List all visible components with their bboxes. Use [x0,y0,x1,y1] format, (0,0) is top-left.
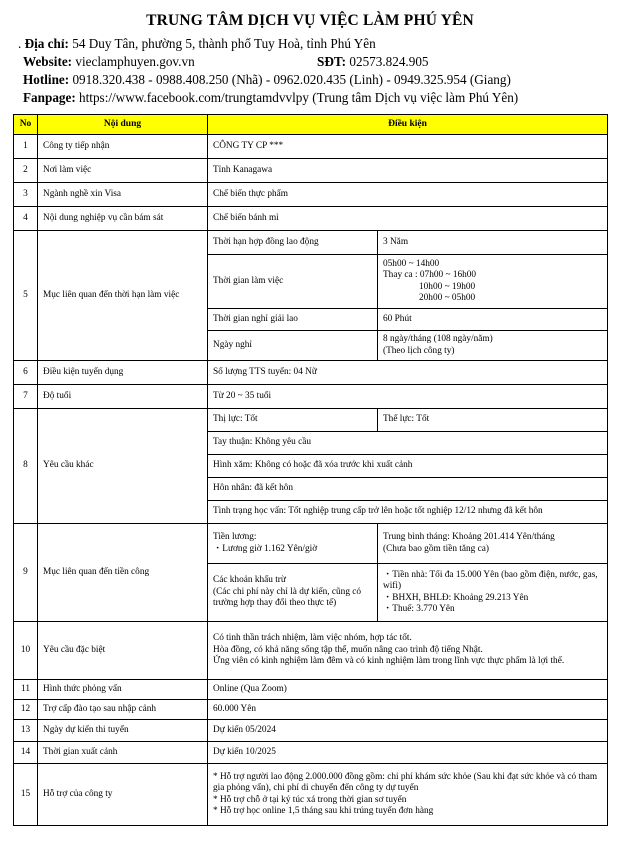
row-label: Điều kiện tuyển dụng [38,361,208,385]
phone-label: SĐT: [317,54,347,69]
table-row [14,764,608,826]
row-number: 2 [14,159,38,183]
hotline-line [23,70,511,89]
monthly-average-line: (Chưa bao gồm tiền tăng ca) [383,543,489,554]
row-label: Thời gian xuất cảnh [38,742,208,764]
row-label: Mục liên quan đến tiền công [38,524,208,622]
row-number: 11 [14,680,38,700]
row-number: 1 [14,135,38,159]
working-hours-line: 10h00 ~ 19h00 [419,281,476,292]
phone-value: 02573.824.905 [349,54,429,69]
header-content: Nội dung [38,115,208,135]
table-row [14,385,608,409]
row-number: 5 [14,231,38,361]
row-value [208,622,608,680]
row-number: 13 [14,720,38,742]
table-row [14,742,608,764]
company-support-line: * Hỗ trợ chỗ ở tại ký túc xá trong thời gian sơ tuyển [213,794,407,805]
working-hours-line: Thay ca : 07h00 ~ 16h00 [383,270,477,280]
row-label: Yêu cầu đặc biệt [38,622,208,680]
row-value: 60.000 Yên [208,700,608,720]
website-line [23,52,195,71]
deductions-line: (Các chi phí này chỉ là dự kiến, cũng có trường hợp thay đổi theo thực tế) [213,586,362,609]
row-number: 12 [14,700,38,720]
table-row [14,720,608,742]
row-number: 8 [14,409,38,524]
row-value: CÔNG TY CP *** [208,135,608,159]
header-no: No [14,115,38,135]
row-label: Công ty tiếp nhận [38,135,208,159]
table-header-row [14,115,608,135]
deduction-item: ・BHXH, BHLĐ: Khoảng 29.213 Yên [383,592,529,603]
eyesight-value: Thị lực: Tốt [208,409,378,432]
row-label: Độ tuổi [38,385,208,409]
deduction-item: ・Tiền nhà: Tối đa 15.000 Yên (bao gồm điện, nước, gas, wifi) [383,569,598,591]
address-value: 54 Duy Tân, phường 5, thành phố Tuy Hoà, tỉnh Phú Yên [72,36,376,51]
row-label: Hình thức phỏng vấn [38,680,208,700]
days-off-line: 8 ngày/tháng (108 ngày/năm) [383,334,493,344]
days-off-value [378,331,608,361]
row-label: Nơi làm việc [38,159,208,183]
deductions-line: Các khoản khấu trừ [213,575,286,586]
document-header [0,0,620,105]
row-number: 3 [14,183,38,207]
working-hours-line: 20h00 ~ 05h00 [419,293,476,303]
row-value: Online (Qua Zoom) [208,680,608,700]
row-label: Trợ cấp đào tạo sau nhập cảnh [38,700,208,720]
break-time-value: 60 Phút [378,309,608,331]
table-row [14,231,608,255]
wage-line: Tiền lương: [213,532,257,542]
fanpage-link[interactable]: https://www.facebook.com/trungtamdvvlpy (Trung tâm Dịch vụ việc làm Phú Yên) [79,90,519,105]
company-support-line: * Hỗ trợ học online 1,5 tháng sau khi trúng tuyển đơn hàng [213,806,434,816]
row-value: Chế biến bánh mì [208,207,608,231]
working-hours-label: Thời gian làm việc [208,255,378,309]
tattoo-value: Hình xăm: Không có hoặc đã xóa trước khi xuất cảnh [208,455,608,478]
table-row [14,361,608,385]
education-value: Tình trạng học vấn: Tốt nghiệp trung cấp trở lên hoặc tốt nghiệp 12/12 nhưng đã kết hôn [208,501,608,524]
row-value: Chế biến thực phẩm [208,183,608,207]
days-off-line: (Theo lịch công ty) [383,345,455,356]
contract-term-label: Thời hạn hợp đồng lao động [208,231,378,255]
phone-line [317,52,429,71]
row-number: 7 [14,385,38,409]
table-row [14,159,608,183]
special-requirement-line: Ứng viên có kinh nghiệm làm đêm và có kinh nghiệm làm trong lĩnh vực thực phẩm là lợi thế. [213,656,565,667]
fanpage-label: Fanpage: [23,90,76,105]
website-link[interactable]: vieclamphuyen.gov.vn [75,54,195,69]
row-label: Ngày dự kiến thi tuyển [38,720,208,742]
row-label: Yêu cầu khác [38,409,208,524]
header-condition: Điều kiện [208,115,608,135]
table-row [14,135,608,159]
row-value: Dự kiến 10/2025 [208,742,608,764]
row-number: 15 [14,764,38,826]
fanpage-line [23,88,518,107]
row-number: 9 [14,524,38,622]
monthly-average-cell [378,524,608,564]
contract-term-value: 3 Năm [378,231,608,255]
row-value: Tỉnh Kanagawa [208,159,608,183]
document-title: TRUNG TÂM DỊCH VỤ VIỆC LÀM PHÚ YÊN [146,12,474,29]
table-row [14,680,608,700]
row-value [208,764,608,826]
handedness-value: Tay thuận: Không yêu cầu [208,432,608,455]
wage-cell [208,524,378,564]
marriage-value: Hôn nhân: đã kết hôn [208,478,608,501]
hotline-label: Hotline: [23,72,70,87]
row-label: Nội dung nghiệp vụ cần bám sát [38,207,208,231]
deduction-item: ・Thuế: 3.770 Yên [383,604,455,614]
wage-line: ・Lương giờ 1.162 Yên/giờ [213,543,318,554]
row-label: Hỗ trợ của công ty [38,764,208,826]
row-number: 4 [14,207,38,231]
table-row [14,409,608,432]
row-label: Mục liên quan đến thời hạn làm việc [38,231,208,361]
row-label: Ngành nghề xin Visa [38,183,208,207]
row-number: 6 [14,361,38,385]
row-value: Dự kiến 05/2024 [208,720,608,742]
monthly-average-line: Trung bình tháng: Khoảng 201.414 Yên/tháng [383,532,555,542]
address-line: . Địa chỉ: 54 Duy Tân, phường 5, thành phố Tuy Hoà, tỉnh Phú Yên [18,36,376,51]
address-label: Địa chỉ: [24,36,69,51]
table-row [14,183,608,207]
break-time-label: Thời gian nghỉ giải lao [208,309,378,331]
working-hours-value [378,255,608,309]
fitness-value: Thể lực: Tốt [378,409,608,432]
working-hours-line: 05h00 ~ 14h00 [383,258,440,269]
row-value: Từ 20 ~ 35 tuổi [208,385,608,409]
table-row [14,700,608,720]
special-requirement-line: Hòa đồng, có khả năng sống tập thể, muốn nâng cao trình độ tiếng Nhật. [213,644,483,655]
deductions-label-cell [208,564,378,622]
table-row [14,524,608,564]
table-row [14,207,608,231]
job-conditions-table [13,114,608,826]
special-requirement-line: Có tinh thần trách nhiệm, làm việc nhóm, hợp tác tốt. [213,633,412,644]
table-row [14,622,608,680]
company-support-line: * Hỗ trợ người lao động 2.000.000 đồng gồm: chi phí khám sức khỏe (Sau khi đạt sức khỏe và có tham gia phỏng vấn), chi phí di chuyển đến công ty dự tuyển [213,771,598,793]
row-number: 14 [14,742,38,764]
days-off-label: Ngày nghỉ [208,331,378,361]
deductions-value-cell [378,564,608,622]
row-number: 10 [14,622,38,680]
website-label: Website: [23,54,73,69]
hotline-value: 0918.320.438 - 0988.408.250 (Nhã) - 0962.020.435 (Linh) - 0949.325.954 (Giang) [72,72,511,87]
row-value: Số lượng TTS tuyển: 04 Nữ [208,361,608,385]
